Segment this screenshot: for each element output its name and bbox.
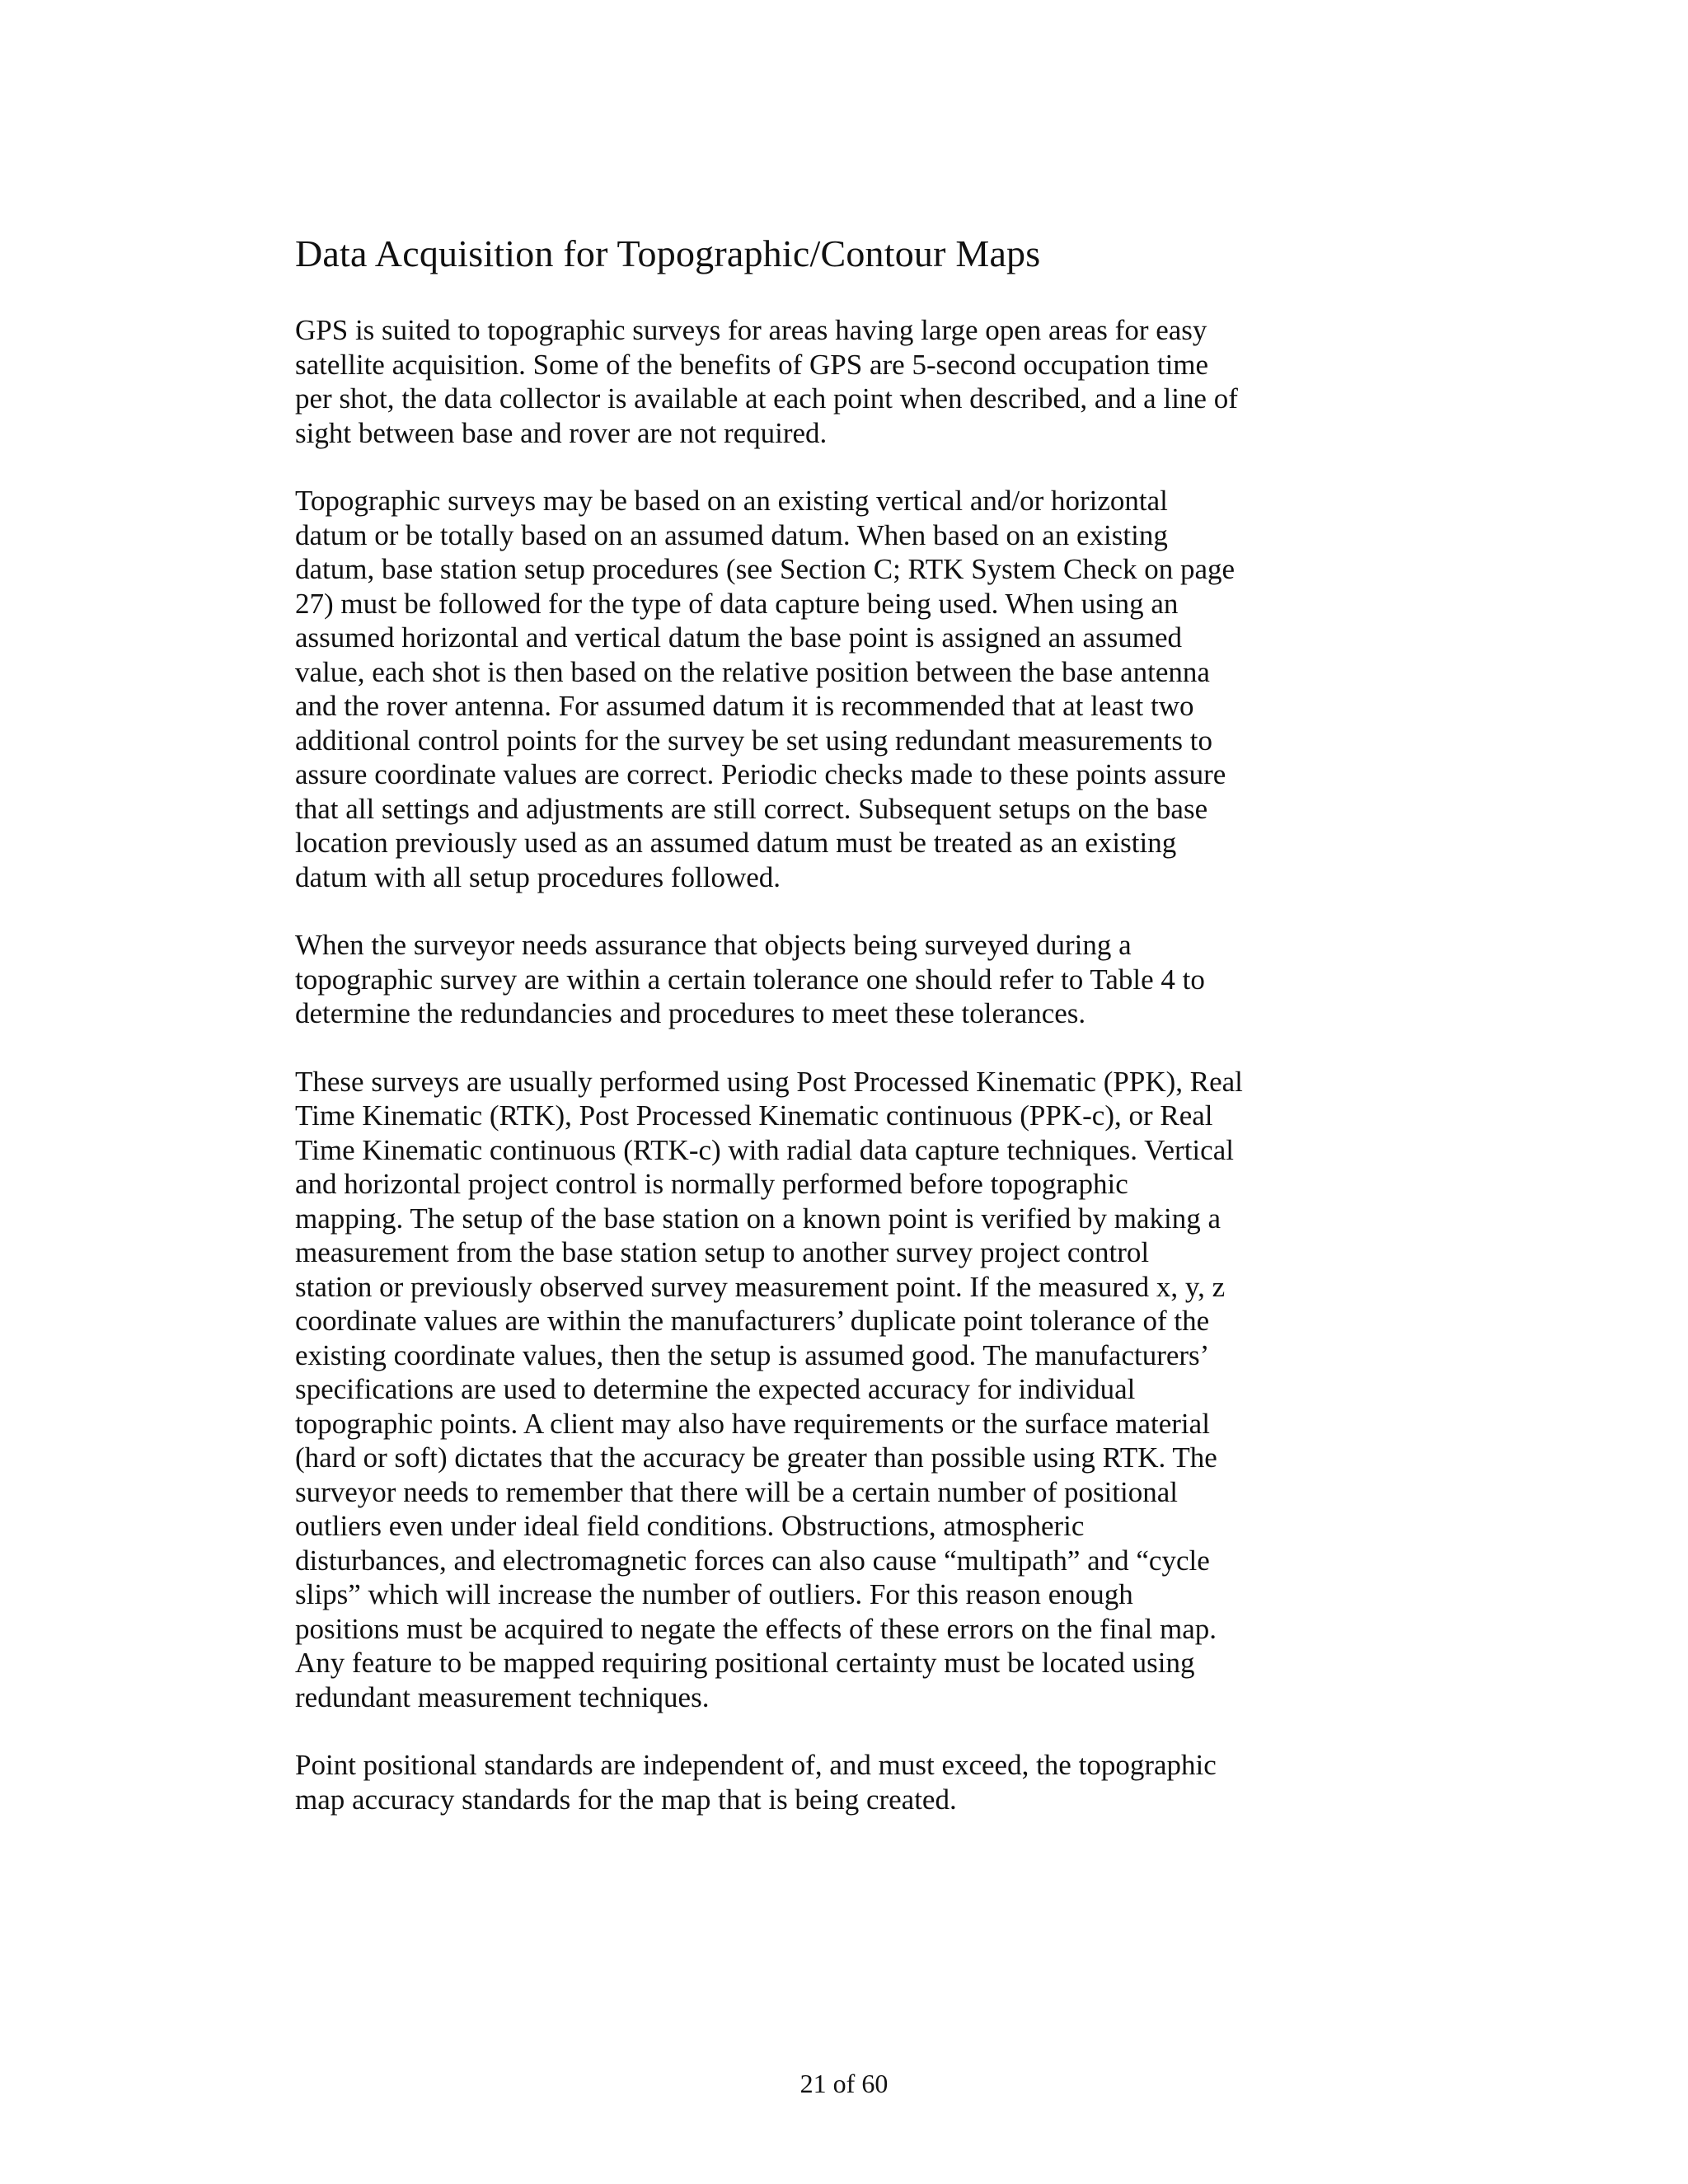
text-line: map accuracy standards for the map that is being created. [295,1783,957,1816]
text-line: When the surveyor needs assurance that objects being surveyed during a [295,929,1132,961]
text-line: GPS is suited to topographic surveys for areas having large open areas for easy [295,314,1207,346]
text-line: Point positional standards are independent of, and must exceed, the topographic [295,1749,1217,1781]
text-line: 27) must be followed for the type of data capture being used. When using an [295,587,1179,620]
text-line: topographic points. A client may also have requirements or the surface material [295,1407,1210,1440]
text-line: datum with all setup procedures followed. [295,860,781,893]
text-line: sight between base and rover are not required. [295,416,828,449]
text-line: topographic survey are within a certain tolerance one should refer to Table 4 to [295,963,1205,996]
text-line: existing coordinate values, then the setup is assumed good. The manufacturers’ [295,1338,1210,1371]
text-line: Any feature to be mapped requiring positional certainty must be located using [295,1647,1195,1679]
text-line: positions must be acquired to negate the effects of these errors on the final map. [295,1612,1217,1645]
text-line: assumed horizontal and vertical datum the base point is assigned an assumed [295,621,1182,654]
text-line: slips” which will increase the number of outliers. For this reason enough [295,1578,1133,1610]
text-line: and horizontal project control is normally performed before topographic [295,1168,1128,1200]
page-content [295,231,1400,1850]
text-line: These surveys are usually performed using Post Processed Kinematic (PPK), Real [295,1065,1243,1098]
paragraph-gps-suitability [295,313,1400,450]
text-line: disturbances, and electromagnetic forces can also cause “multipath” and “cycle [295,1544,1210,1577]
page-number: 21 of 60 [799,2069,889,2098]
text-line: determine the redundancies and procedures to meet these tolerances. [295,997,1086,1029]
text-line: that all settings and adjustments are still correct. Subsequent setups on the base [295,792,1208,825]
paragraph-survey-methods [295,1065,1400,1715]
text-line: outliers even under ideal field conditions. Obstructions, atmospheric [295,1510,1085,1542]
text-line: redundant measurement techniques. [295,1680,710,1713]
paragraph-standards [295,1748,1400,1816]
text-line: surveyor needs to remember that there will be a certain number of positional [295,1475,1179,1508]
text-line: per shot, the data collector is available at each point when described, and a line of [295,382,1238,415]
paragraph-datum [295,484,1400,894]
text-line: station or previously observed survey measurement point. If the measured x, y, z [295,1270,1226,1303]
text-line: datum or be totally based on an assumed datum. When based on an existing [295,518,1168,551]
text-line: coordinate values are within the manufacturers’ duplicate point tolerance of the [295,1305,1210,1337]
text-line: specifications are used to determine the expected accuracy for individual [295,1373,1136,1405]
text-line: datum, base station setup procedures (see Section C; RTK System Check on page [295,553,1236,585]
text-line: Time Kinematic continuous (RTK-c) with radial data capture techniques. Vertical [295,1133,1234,1166]
text-line: mapping. The setup of the base station on a known point is verified by making a [295,1202,1221,1235]
text-line: location previously used as an assumed datum must be treated as an existing [295,827,1177,859]
text-line: additional control points for the survey be set using redundant measurements to [295,724,1212,757]
text-line: Topographic surveys may be based on an existing vertical and/or horizontal [295,485,1168,517]
text-line: measurement from the base station setup to another survey project control [295,1236,1150,1268]
text-line: value, each shot is then based on the relative position between the base antenna [295,655,1210,688]
text-line: satellite acquisition. Some of the benefits of GPS are 5-second occupation time [295,348,1209,381]
text-line: and the rover antenna. For assumed datum it is recommended that at least two [295,690,1194,722]
page-title: Data Acquisition for Topographic/Contour Maps [295,232,1041,274]
text-line: assure coordinate values are correct. Periodic checks made to these points assure [295,758,1226,790]
paragraph-tolerance [295,928,1400,1031]
text-line: (hard or soft) dictates that the accuracy be greater than possible using RTK. The [295,1441,1217,1474]
text-line: Time Kinematic (RTK), Post Processed Kinematic continuous (PPK-c), or Real [295,1099,1213,1132]
